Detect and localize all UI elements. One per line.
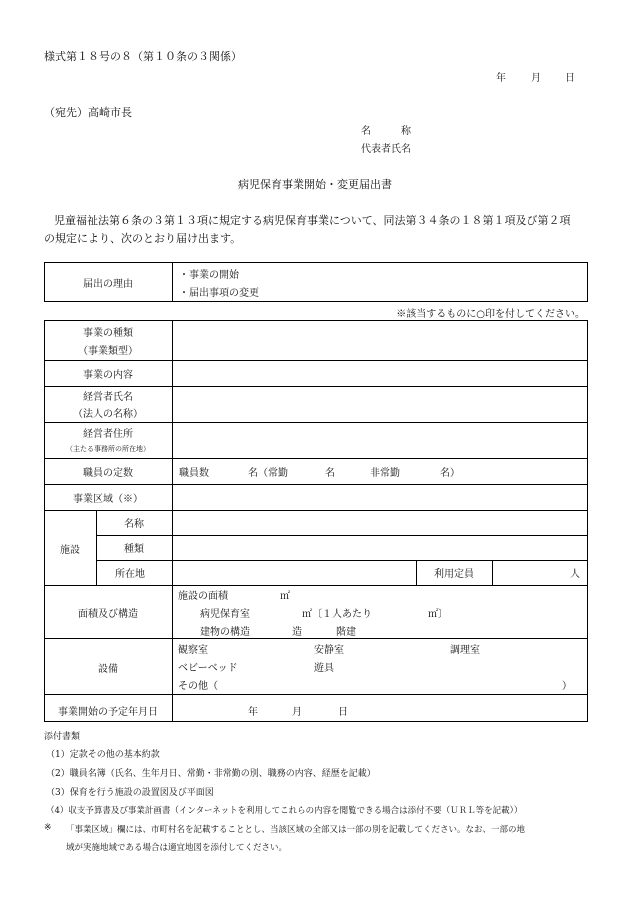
structure-area-label: 施設の面積 — [178, 591, 228, 602]
date-day: 日 — [565, 73, 575, 84]
business-type-field[interactable] — [173, 321, 587, 360]
structure-building-mid: 造 — [292, 627, 302, 638]
reason-option-start[interactable]: ・事業の開始 — [179, 270, 239, 281]
structure-room-unit: ㎡〔１人あたり — [302, 609, 372, 620]
structure-room-end: ㎡〕 — [428, 609, 448, 620]
capacity-field[interactable] — [493, 561, 567, 585]
facility-type-field[interactable] — [173, 536, 587, 560]
reason-note: ※該当するものに○印を付してください。 — [396, 309, 585, 320]
intro-line-2: の規定により、次のとおり届け出ます。 — [44, 232, 242, 245]
facility-location-label: 所在地 — [115, 569, 145, 580]
structure-area-unit: ㎡ — [280, 591, 290, 602]
addressee: （宛先）高崎市長 — [44, 106, 132, 119]
staff-label: 職員の定数 — [83, 468, 133, 479]
capacity-unit: 人 — [570, 569, 580, 580]
start-date-month: 月 — [292, 707, 302, 718]
facility-name-label: 名称 — [124, 519, 144, 530]
attachment-item-4: （4）収支予算書及び事業計画書（インターネットを利用してこれらの内容を閲覧できる場合は添付不要（ＵＲＬ等を記載）） — [46, 806, 523, 816]
capacity-label: 利用定員 — [434, 569, 474, 580]
start-date-year: 年 — [248, 707, 258, 718]
staff-count-label: 職員数 — [179, 468, 209, 479]
operator-name-label: 経営者氏名 — [83, 392, 133, 403]
form-number: 様式第１８号の８（第１０条の３関係） — [44, 50, 242, 63]
name-label: 名 称 — [361, 126, 411, 137]
equipment-toys: 遊具 — [314, 663, 334, 674]
structure-label: 面積及び構造 — [78, 609, 138, 620]
equipment-baby-bed: ベビーベッド — [178, 663, 238, 674]
note-mark: ※ — [44, 823, 52, 833]
attachment-item-1: （1）定款その他の基本約款 — [46, 750, 160, 760]
operator-name-field[interactable] — [173, 387, 587, 422]
facility-type-label: 種類 — [124, 544, 144, 555]
attachments-heading: 添付書類 — [44, 732, 81, 742]
structure-building-end: 階建 — [336, 627, 356, 638]
area-field[interactable] — [173, 485, 587, 510]
facility-label: 施設 — [60, 545, 80, 556]
staff-total-label: 名（常勤 — [248, 468, 288, 479]
structure-room-label: 病児保育室 — [200, 609, 250, 620]
date-month: 月 — [531, 73, 541, 84]
attachment-item-3: （3）保育を行う施設の設置図及び平面図 — [46, 788, 214, 798]
attachment-item-2: （2）職員名簿（氏名、生年月日、常勤・非常勤の別、職務の内容、経歴を記載） — [46, 769, 376, 779]
structure-building-label: 建物の構造 — [200, 627, 250, 638]
staff-fulltime-label: 名 — [325, 468, 335, 479]
operator-address-field[interactable] — [173, 423, 587, 458]
operator-name-sub: （法人の名称） — [73, 409, 143, 420]
equipment-other-close: ） — [562, 681, 572, 692]
facility-name-field[interactable] — [173, 511, 587, 535]
note-line-2: 域が実施地域である場合は適宜地図を添付してください。 — [66, 843, 288, 853]
reason-option-change[interactable]: ・届出事項の変更 — [179, 288, 259, 299]
business-type-sub: （事業類型） — [78, 346, 138, 357]
document-title: 病児保育事業開始・変更届出書 — [238, 178, 392, 191]
reason-label: 届出の理由 — [83, 279, 133, 290]
business-type-label: 事業の種類 — [83, 328, 133, 339]
operator-address-label: 経営者住所 — [83, 429, 133, 440]
facility-location-field[interactable] — [173, 561, 416, 585]
business-content-label: 事業の内容 — [83, 370, 133, 381]
equipment-observation: 観察室 — [178, 645, 208, 656]
intro-line-1: 児童福祉法第６条の３第１３項に規定する病児保育事業について、同法第３４条の１８第１項及び第２項 — [54, 214, 571, 227]
equipment-rest: 安静室 — [314, 645, 344, 656]
note-line-1: 「事業区域」欄には、市町村名を記載することとし、当該区域の全部又は一部の別を記載してください。なお、一部の地 — [66, 825, 526, 835]
start-date-label: 事業開始の予定年月日 — [58, 707, 158, 718]
equipment-other: その他（ — [178, 681, 218, 692]
staff-parttime-unit: 名） — [440, 468, 460, 479]
business-content-field[interactable] — [173, 361, 587, 386]
date-year: 年 — [496, 73, 506, 84]
representative-label: 代表者氏名 — [361, 144, 411, 155]
equipment-kitchen: 調理室 — [450, 645, 480, 656]
operator-address-sub: （主たる事務所の所在地） — [66, 445, 150, 453]
area-label: 事業区域（※） — [73, 494, 143, 505]
equipment-label: 設備 — [98, 664, 118, 675]
staff-parttime-label: 非常勤 — [370, 468, 400, 479]
start-date-day: 日 — [338, 707, 348, 718]
